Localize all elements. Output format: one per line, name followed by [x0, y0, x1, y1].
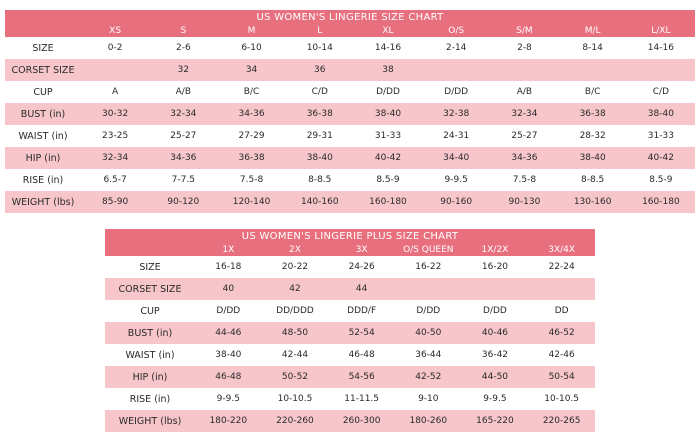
- table-cell: 48-50: [262, 322, 329, 344]
- table-cell: 34-36: [490, 147, 558, 169]
- table-cell: 38-40: [354, 103, 422, 125]
- size-header-cell: 3X/4X: [528, 243, 595, 256]
- table-cell: 34: [217, 59, 285, 81]
- table-row: [5, 37, 695, 59]
- table-cell: C/D: [286, 81, 354, 103]
- table-cell: 40-46: [462, 322, 529, 344]
- table-cell: C/D: [627, 81, 695, 103]
- size-header-cell: S: [149, 24, 217, 37]
- table-cell: 9-9.5: [195, 388, 262, 410]
- size-header-cell: S/M: [490, 24, 558, 37]
- table-cell: 260-300: [328, 410, 395, 432]
- size-header-row: [105, 243, 595, 256]
- table-cell: D/DD: [462, 300, 529, 322]
- table-cell: 36-44: [395, 344, 462, 366]
- table-cell: 38-40: [559, 147, 627, 169]
- row-label: BUST (in): [5, 103, 81, 125]
- table-cell: 8-14: [559, 37, 627, 59]
- table-cell: 36-38: [286, 103, 354, 125]
- table-cell: 10-14: [286, 37, 354, 59]
- table-cell: 32-38: [422, 103, 490, 125]
- table-cell: 9-9.5: [462, 388, 529, 410]
- table-cell: 46-52: [528, 322, 595, 344]
- table-cell: 7.5-8: [217, 169, 285, 191]
- table-cell: D/DD: [195, 300, 262, 322]
- table-row: [105, 278, 595, 300]
- table-cell: 25-27: [149, 125, 217, 147]
- size-header-cell: O/S: [422, 24, 490, 37]
- corner-cell: [105, 243, 195, 256]
- table-cell: 16-18: [195, 256, 262, 278]
- table-cell: 42-44: [262, 344, 329, 366]
- table-row: [105, 366, 595, 388]
- size-header-cell: 2X: [262, 243, 329, 256]
- table-cell: 160-180: [354, 191, 422, 213]
- size-header-cell: L/XL: [627, 24, 695, 37]
- table-cell: 6-10: [217, 37, 285, 59]
- table-cell: 25-27: [490, 125, 558, 147]
- row-label: RISE (in): [5, 169, 81, 191]
- row-label: CUP: [105, 300, 195, 322]
- table-cell: 2-6: [149, 37, 217, 59]
- table-cell: [627, 59, 695, 81]
- table-cell: [395, 278, 462, 300]
- table-cell: 180-220: [195, 410, 262, 432]
- size-header-cell: 1X: [195, 243, 262, 256]
- size-header-cell: XS: [81, 24, 149, 37]
- table-cell: 38-40: [627, 103, 695, 125]
- table-cell: 9-10: [395, 388, 462, 410]
- table-cell: DDD/F: [328, 300, 395, 322]
- table-cell: 0-2: [81, 37, 149, 59]
- table-row: [105, 410, 595, 432]
- table-row: [105, 388, 595, 410]
- size-header-cell: O/S QUEEN: [395, 243, 462, 256]
- row-label: CORSET SIZE: [105, 278, 195, 300]
- table-cell: A: [81, 81, 149, 103]
- table-cell: 50-52: [262, 366, 329, 388]
- row-label: WAIST (in): [105, 344, 195, 366]
- table-cell: [490, 59, 558, 81]
- table-cell: [422, 59, 490, 81]
- table-cell: [528, 278, 595, 300]
- table-cell: 40-42: [627, 147, 695, 169]
- table-cell: 9-9.5: [422, 169, 490, 191]
- table-cell: 24-31: [422, 125, 490, 147]
- table-row: [5, 191, 695, 213]
- table-cell: A/B: [149, 81, 217, 103]
- row-label: WAIST (in): [5, 125, 81, 147]
- table-cell: A/B: [490, 81, 558, 103]
- chart-title: US WOMEN'S LINGERIE SIZE CHART: [5, 10, 695, 24]
- table-row: [5, 81, 695, 103]
- size-header-cell: 1X/2X: [462, 243, 529, 256]
- table-cell: 40-50: [395, 322, 462, 344]
- table-cell: 20-22: [262, 256, 329, 278]
- table-cell: 2-14: [422, 37, 490, 59]
- table-cell: 165-220: [462, 410, 529, 432]
- table-cell: 90-130: [490, 191, 558, 213]
- regular-size-chart: [5, 10, 695, 213]
- table-cell: 40-42: [354, 147, 422, 169]
- table-cell: 38-40: [195, 344, 262, 366]
- table-cell: 160-180: [627, 191, 695, 213]
- table-cell: 14-16: [627, 37, 695, 59]
- table-cell: [81, 59, 149, 81]
- table-cell: B/C: [559, 81, 627, 103]
- table-row: [105, 300, 595, 322]
- size-header-cell: XL: [354, 24, 422, 37]
- row-label: WEIGHT (lbs): [5, 191, 81, 213]
- table-cell: 32-34: [81, 147, 149, 169]
- table-cell: 32: [149, 59, 217, 81]
- table-cell: 44-46: [195, 322, 262, 344]
- table-cell: 40: [195, 278, 262, 300]
- table-cell: 180-260: [395, 410, 462, 432]
- table-row: [5, 169, 695, 191]
- row-label: CORSET SIZE: [5, 59, 81, 81]
- chart-title: US WOMEN'S LINGERIE PLUS SIZE CHART: [105, 229, 595, 243]
- table-cell: [462, 278, 529, 300]
- table-cell: 46-48: [195, 366, 262, 388]
- table-cell: 31-33: [354, 125, 422, 147]
- row-label: HIP (in): [5, 147, 81, 169]
- table-cell: 52-54: [328, 322, 395, 344]
- table-cell: 54-56: [328, 366, 395, 388]
- table-cell: 2-8: [490, 37, 558, 59]
- table-cell: D/DD: [354, 81, 422, 103]
- table-cell: 220-265: [528, 410, 595, 432]
- table-cell: 16-22: [395, 256, 462, 278]
- table-cell: 42-52: [395, 366, 462, 388]
- table-cell: D/DD: [395, 300, 462, 322]
- table-cell: 46-48: [328, 344, 395, 366]
- table-cell: 16-20: [462, 256, 529, 278]
- table-cell: 14-16: [354, 37, 422, 59]
- table-cell: 42-46: [528, 344, 595, 366]
- size-header-cell: M: [217, 24, 285, 37]
- table-cell: 32-34: [490, 103, 558, 125]
- table-cell: 11-11.5: [328, 388, 395, 410]
- table-cell: 44: [328, 278, 395, 300]
- table-cell: 44-50: [462, 366, 529, 388]
- table-cell: DD/DDD: [262, 300, 329, 322]
- table-cell: 42: [262, 278, 329, 300]
- corner-cell: [5, 24, 81, 37]
- table-cell: 120-140: [217, 191, 285, 213]
- table-cell: 28-32: [559, 125, 627, 147]
- table-cell: 8.5-9: [627, 169, 695, 191]
- table-cell: 38-40: [286, 147, 354, 169]
- table-cell: 22-24: [528, 256, 595, 278]
- row-label: BUST (in): [105, 322, 195, 344]
- table-cell: 34-36: [217, 103, 285, 125]
- row-label: WEIGHT (lbs): [105, 410, 195, 432]
- size-header-cell: M/L: [559, 24, 627, 37]
- table-cell: 34-40: [422, 147, 490, 169]
- table-cell: 90-160: [422, 191, 490, 213]
- table-cell: 8.5-9: [354, 169, 422, 191]
- table-cell: 10-10.5: [528, 388, 595, 410]
- row-label: HIP (in): [105, 366, 195, 388]
- table-row: [105, 256, 595, 278]
- table-row: [5, 103, 695, 125]
- table-cell: 8-8.5: [286, 169, 354, 191]
- table-cell: D/DD: [422, 81, 490, 103]
- table-row: [5, 59, 695, 81]
- table-cell: 7-7.5: [149, 169, 217, 191]
- table-cell: DD: [528, 300, 595, 322]
- table-cell: 24-26: [328, 256, 395, 278]
- size-header-cell: 3X: [328, 243, 395, 256]
- table-cell: 31-33: [627, 125, 695, 147]
- table-cell: 8-8.5: [559, 169, 627, 191]
- table-row: [105, 322, 595, 344]
- table-cell: 38: [354, 59, 422, 81]
- table-cell: 36: [286, 59, 354, 81]
- table-cell: 32-34: [149, 103, 217, 125]
- table-row: [5, 147, 695, 169]
- table-cell: 90-120: [149, 191, 217, 213]
- table-cell: 6.5-7: [81, 169, 149, 191]
- table-cell: 23-25: [81, 125, 149, 147]
- table-cell: 36-38: [559, 103, 627, 125]
- table-cell: 36-42: [462, 344, 529, 366]
- table-cell: 27-29: [217, 125, 285, 147]
- size-header-row: [5, 24, 695, 37]
- table-cell: [559, 59, 627, 81]
- table-cell: B/C: [217, 81, 285, 103]
- table-cell: 7.5-8: [490, 169, 558, 191]
- table-cell: 140-160: [286, 191, 354, 213]
- size-header-cell: L: [286, 24, 354, 37]
- row-label: SIZE: [105, 256, 195, 278]
- row-label: SIZE: [5, 37, 81, 59]
- table-cell: 10-10.5: [262, 388, 329, 410]
- table-cell: 85-90: [81, 191, 149, 213]
- table-row: [5, 125, 695, 147]
- table-cell: 29-31: [286, 125, 354, 147]
- table-cell: 34-36: [149, 147, 217, 169]
- table-cell: 50-54: [528, 366, 595, 388]
- table-cell: 220-260: [262, 410, 329, 432]
- table-cell: 36-38: [217, 147, 285, 169]
- row-label: RISE (in): [105, 388, 195, 410]
- table-cell: 130-160: [559, 191, 627, 213]
- plus-size-chart: [105, 229, 595, 432]
- table-row: [105, 344, 595, 366]
- row-label: CUP: [5, 81, 81, 103]
- table-cell: 30-32: [81, 103, 149, 125]
